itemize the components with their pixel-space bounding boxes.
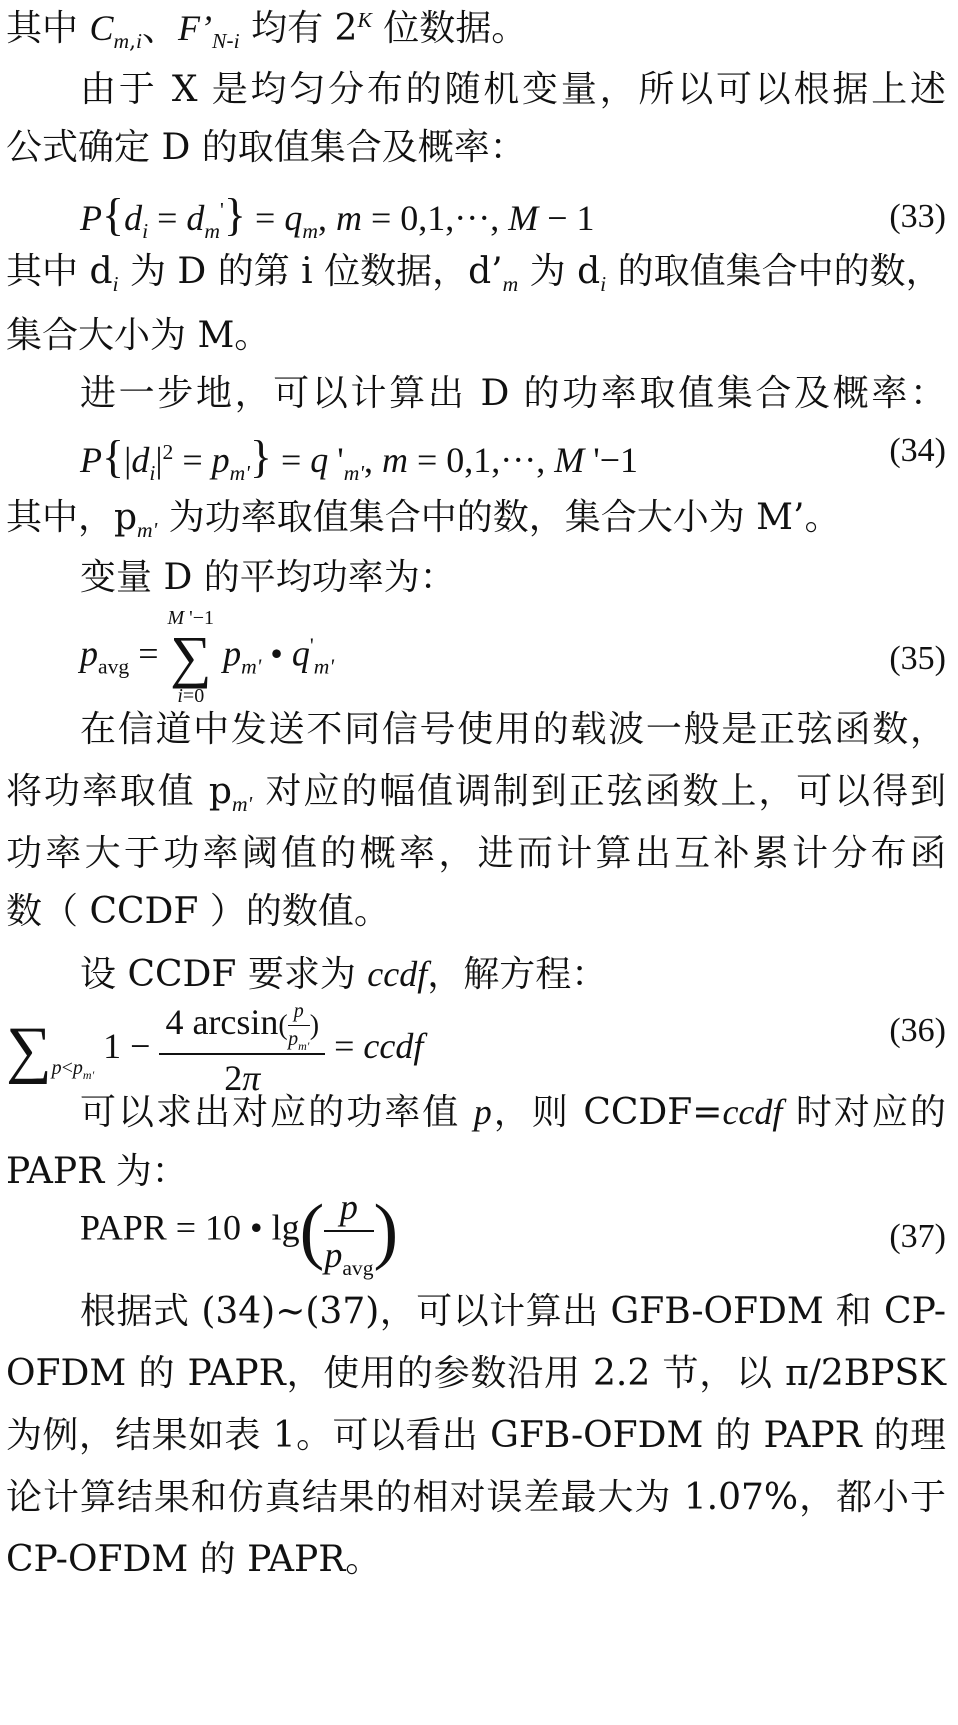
text-line-6: 进一步地，可以计算出 D 的功率取值集合及概率： <box>80 373 946 414</box>
text-line-9: 在信道中发送不同信号使用的载波一般是正弦函数， <box>80 709 946 750</box>
text-line-14: 可以求出对应的功率值 p，则 CCDF=ccdf 时对应的 <box>80 1092 946 1133</box>
equation-number-34: (34) <box>889 432 946 469</box>
equation-37: PAPR = 10 • lg( $\frac{p}{p_{avg}}$ ) <box>80 1187 399 1281</box>
text-line-17: OFDM 的 PAPR，使用的参数沿用 2.2 节，以 π/2BPSK <box>6 1353 946 1394</box>
text-line-13: 设 CCDF 要求为 ccdf，解方程： <box>80 954 608 995</box>
equation-number-35: (35) <box>889 640 946 677</box>
text-line-8: 变量 D 的平均功率为： <box>80 557 456 598</box>
equation-number-33: (33) <box>889 198 946 235</box>
equation-35: $p_{avg}$ = M '−1 ∑ i=0 $p_{m'}$ • $q'_{m'}$ <box>80 607 335 707</box>
equation-34: $P\{|d_i|^2 = p_{m'}\} = q$ '$_{m'}$, m = 0,1,···, M '−1 <box>80 431 639 486</box>
text-line-16: 根据式 (34)~(37)，可以计算出 GFB-OFDM 和 CP- <box>80 1291 946 1332</box>
text-line-19: 论计算结果和仿真结果的相对误差最大为 1.07%，都小于 <box>6 1477 946 1518</box>
text-line-7: 其中，$p_{m'}$ 为功率取值集合中的数，集合大小为 M’。 <box>6 497 841 543</box>
equation-number-36: (36) <box>889 1012 946 1049</box>
text-line-1: 其中 $C_{m,i}$、$F’_{N-i}$ 均有 $2^K$ 位数据。 <box>6 8 528 55</box>
text-line-5: 集合大小为 M。 <box>6 315 271 356</box>
text-line-18: 为例，结果如表 1。可以看出 GFB-OFDM 的 PAPR 的理 <box>6 1415 946 1456</box>
text-line-15: PAPR 为： <box>6 1151 188 1192</box>
text-line-20: CP-OFDM 的 PAPR。 <box>6 1539 382 1580</box>
equation-36: $\sum_{p<p_{m'}}$ 1 − 4 arcsin( $\frac{p}{p_{m'}}$ ) 2π = ccdf <box>6 1000 424 1098</box>
equation-number-37: (37) <box>889 1218 946 1255</box>
text-line-4: 其中 $d_i$ 为 D 的第 i 位数据，$d’_m$ 为 $d_i$ 的取值集合中的数， <box>6 251 942 297</box>
text-line-2: 由于 X 是均匀分布的随机变量，所以可以根据上述 <box>80 69 946 110</box>
equation-33: $P\{d_i = d_m'\} = q_m$, m = 0,1,···, M − 1 <box>80 189 595 244</box>
text-line-12: 数（ CCDF ）的数值。 <box>6 891 390 932</box>
text-line-11: 功率大于功率阈值的概率，进而计算出互补累计分布函 <box>6 833 946 874</box>
text-line-3: 公式确定 D 的取值集合及概率： <box>6 127 526 168</box>
text-line-10: 将功率取值 $p_{m'}$ 对应的幅值调制到正弦函数上，可以得到 <box>6 771 946 817</box>
